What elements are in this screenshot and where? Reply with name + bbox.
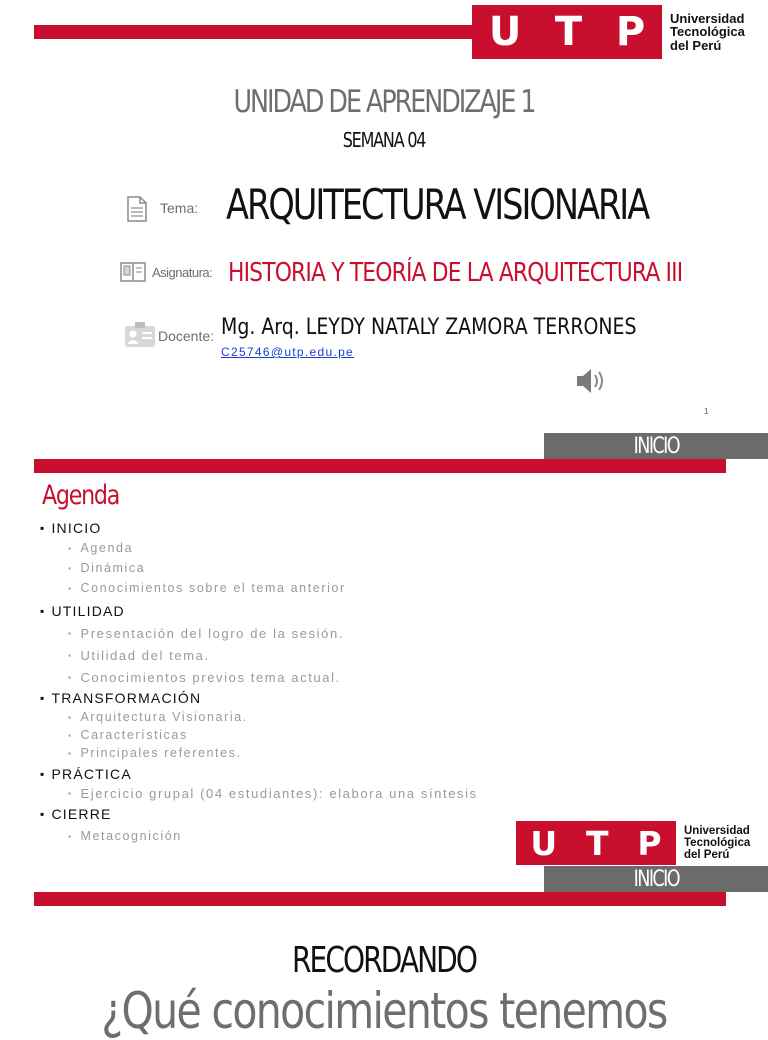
top-red-bar — [34, 25, 474, 39]
agenda-title: Agenda — [42, 480, 120, 511]
section-tag-label: INICIO — [633, 866, 679, 892]
slide2-red-bar — [34, 459, 726, 473]
agenda-item: ▪ Metacognición — [68, 824, 740, 848]
id-card-icon — [124, 322, 156, 348]
agenda-item: ▪ Presentación del logro de la sesión. — [68, 622, 740, 644]
logo-name-line: Universidad — [684, 824, 750, 837]
speaker-icon[interactable] — [575, 366, 607, 396]
agenda-section — [40, 764, 740, 802]
logo-letter: T — [554, 9, 583, 55]
recall-heading: RECORDANDO — [291, 940, 477, 981]
agenda-item: ▪ Principales referentes. — [68, 744, 740, 762]
agenda-item: ▪ Conocimientos previos tema actual. — [68, 666, 740, 688]
logo-letter: U — [488, 9, 522, 55]
agenda-item: ▪ Ejercicio grupal (04 estudiantes): elabora una síntesis — [68, 784, 740, 802]
teacher-name: Mg. Arq. LEYDY NATALY ZAMORA TERRONES — [221, 315, 637, 340]
agenda-section-label: ▪ PRÁCTICA — [40, 764, 740, 784]
agenda-section — [40, 600, 740, 688]
agenda-section — [40, 518, 740, 598]
agenda-section-label: ▪ UTILIDAD — [40, 600, 740, 622]
section-tag-label: INICIO — [633, 433, 679, 459]
agenda-list — [40, 518, 740, 848]
agenda-section-label: ▪ CIERRE — [40, 804, 740, 824]
logo-name-line: Universidad — [670, 10, 745, 26]
utp-logo — [472, 5, 745, 59]
document-icon — [126, 196, 148, 222]
agenda-item: ▪ Conocimientos sobre el tema anterior — [68, 578, 740, 598]
logo-letter: P — [615, 9, 646, 55]
agenda-item: ▪ Agenda — [68, 538, 740, 558]
section-tag — [544, 433, 768, 459]
logo-letter: P — [637, 823, 662, 863]
utp-logo-name — [684, 825, 750, 861]
utp-logo — [516, 821, 750, 865]
topic-label: Tema: — [160, 200, 199, 216]
agenda-item: ▪ Dinámica — [68, 558, 740, 578]
logo-name-line: del Perú — [684, 849, 730, 862]
agenda-section-label: ▪ TRANSFORMACIÓN — [40, 688, 740, 708]
book-icon — [120, 262, 146, 282]
logo-name-line: Tecnológica — [684, 836, 751, 849]
agenda-section — [40, 688, 740, 762]
topic-title: ARQUITECTURA VISIONARIA — [226, 180, 649, 229]
slide3-red-bar — [34, 892, 726, 906]
agenda-item: ▪ Características — [68, 726, 740, 744]
agenda-section-label: ▪ INICIO — [40, 518, 740, 538]
subject-title: HISTORIA Y TEORÍA DE LA ARQUITECTURA III — [228, 258, 683, 288]
agenda-item: ▪ Arquitectura Visionaria. — [68, 708, 740, 726]
section-tag — [544, 866, 768, 892]
page-number: 1 — [704, 407, 709, 416]
teacher-email-link[interactable]: C25746@utp.edu.pe — [221, 345, 355, 359]
teacher-label: Docente: — [158, 328, 215, 344]
logo-name-line: Tecnológica — [670, 24, 745, 40]
agenda-item: ▪ Utilidad del tema. — [68, 644, 740, 666]
recall-question: ¿Qué conocimientos tenemos — [101, 982, 667, 1040]
logo-letter: T — [586, 823, 609, 863]
unit-title: UNIDAD DE APRENDIZAJE 1 — [233, 84, 535, 120]
utp-logo-mark — [516, 821, 676, 865]
logo-letter: U — [530, 823, 558, 863]
utp-logo-name — [670, 12, 745, 53]
week-title: SEMANA 04 — [342, 128, 426, 152]
logo-name-line: del Perú — [670, 37, 722, 53]
subject-label: Asignatura: — [152, 265, 213, 280]
utp-logo-mark — [472, 5, 662, 59]
